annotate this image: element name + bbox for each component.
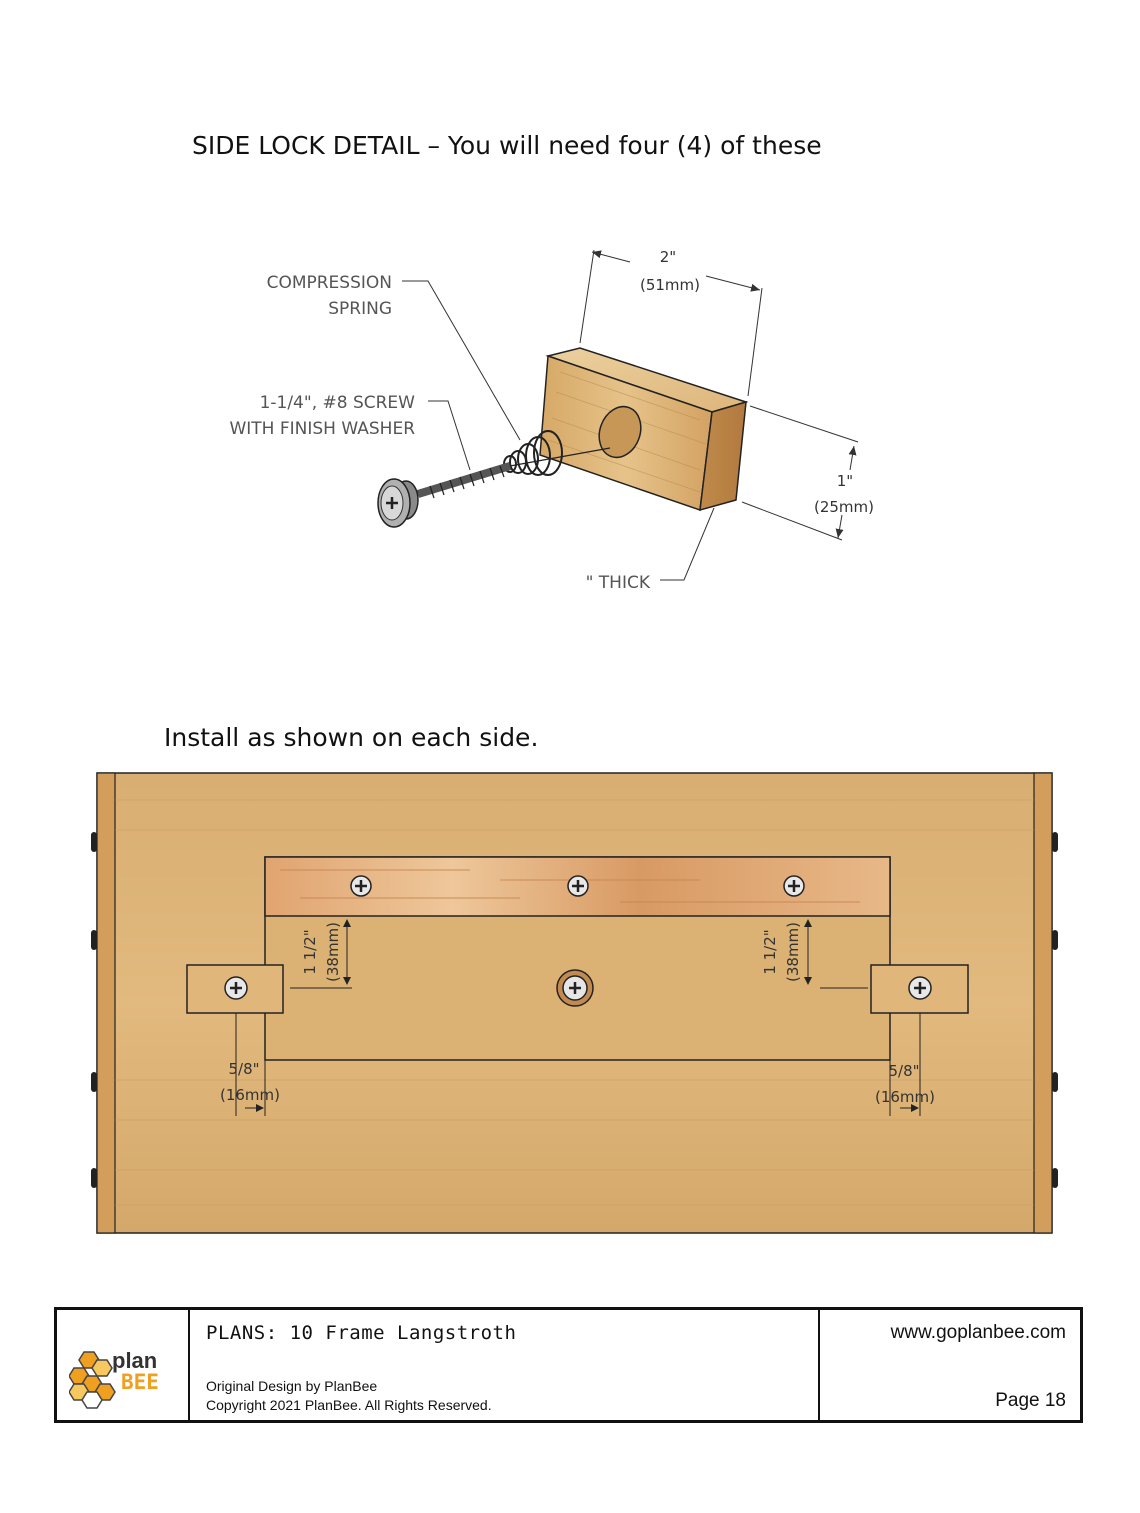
box-left-edge bbox=[97, 773, 115, 1233]
logo-cell bbox=[57, 1310, 190, 1420]
right-horiz-dim-inches: 5/8" bbox=[888, 1062, 920, 1080]
section-heading-detail: SIDE LOCK DETAIL – You will need four (4) of these bbox=[192, 131, 822, 160]
logo-text-bee: BEE bbox=[121, 1370, 159, 1394]
right-vert-dim-mm: (38mm) bbox=[784, 921, 802, 983]
height-dim-mm: (25mm) bbox=[813, 498, 875, 516]
left-horiz-dim-mm: (16mm) bbox=[219, 1086, 281, 1104]
left-side-lock bbox=[187, 965, 283, 1013]
title-block bbox=[54, 1307, 1083, 1423]
credit-line-2: Copyright 2021 PlanBee. All Rights Reserved. bbox=[206, 1397, 492, 1413]
center-screw bbox=[557, 970, 593, 1006]
credit-line-1: Original Design by PlanBee bbox=[206, 1378, 378, 1394]
left-horiz-dim-inches: 5/8" bbox=[228, 1060, 260, 1078]
site-page-cell bbox=[820, 1310, 1080, 1420]
screw-with-washer bbox=[378, 466, 510, 527]
screw-label-line2: WITH FINISH WASHER bbox=[229, 419, 415, 439]
width-dim-mm: (51mm) bbox=[639, 276, 701, 294]
section-heading-install: Install as shown on each side. bbox=[164, 723, 539, 752]
height-dim-inches: 1" bbox=[836, 472, 854, 490]
website-link[interactable]: www.goplanbee.com bbox=[890, 1322, 1066, 1343]
left-vert-dim-inches: 1 1/2" bbox=[301, 929, 319, 975]
plan-info-cell bbox=[190, 1310, 820, 1420]
install-diagram bbox=[0, 765, 1140, 1245]
spring-label-line2: SPRING bbox=[328, 299, 392, 319]
right-horiz-dim-mm: (16mm) bbox=[874, 1088, 936, 1106]
screw-label-line1: 1-1/4", #8 SCREW bbox=[259, 393, 415, 413]
thick-label: " THICK bbox=[585, 573, 650, 593]
left-vert-dim-mm: (38mm) bbox=[324, 921, 342, 983]
page-number: Page 18 bbox=[995, 1390, 1066, 1411]
spring-label-line1: COMPRESSION bbox=[266, 273, 392, 293]
side-lock-detail-diagram bbox=[0, 220, 1140, 620]
right-side-lock bbox=[871, 965, 968, 1013]
plans-title: PLANS: 10 Frame Langstroth bbox=[206, 1322, 517, 1344]
right-vert-dim-inches: 1 1/2" bbox=[761, 929, 779, 975]
logo-text-plan: plan bbox=[112, 1348, 158, 1373]
box-right-edge bbox=[1034, 773, 1052, 1233]
width-dim-inches: 2" bbox=[659, 248, 677, 266]
